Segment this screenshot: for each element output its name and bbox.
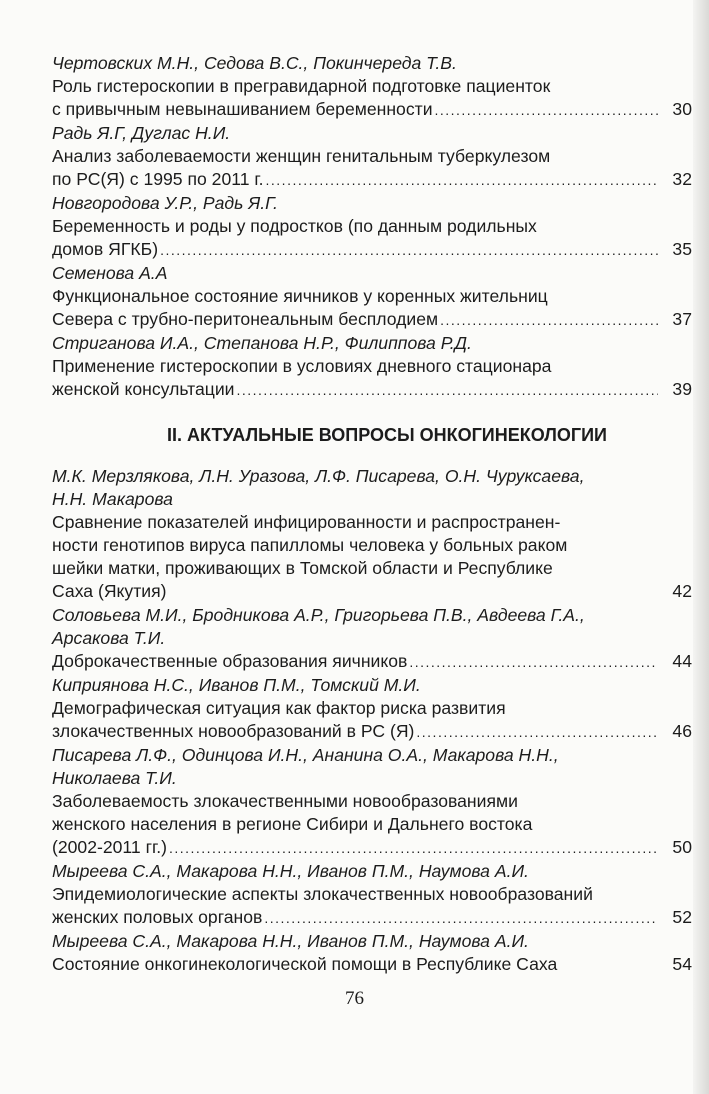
toc-entries-part-2 — [52, 465, 692, 977]
entry-title-last-line — [52, 238, 692, 262]
entry-title-line: Применение гистероскопии в условиях дневного стационара — [52, 356, 552, 376]
toc-entry — [52, 122, 692, 192]
entry-title-line: Функциональное состояние яичников у коренных жительниц — [52, 286, 548, 306]
toc-entry — [52, 52, 692, 122]
entry-title-line: по РС(Я) с 1995 по 2011 г. — [52, 169, 264, 189]
entry-authors: Мыреева С.А., Макарова Н.Н., Иванов П.М., Наумова А.И. — [52, 931, 529, 951]
entry-authors: Соловьева М.И., Бродникова А.Р., Григорьева П.В., Авдеева Г.А., — [52, 605, 585, 625]
entry-title-last-line — [52, 308, 692, 332]
entry-title-line: (2002-2011 гг.) — [52, 837, 168, 857]
entry-title-last-line — [52, 720, 692, 744]
dot-leader — [409, 650, 658, 674]
dot-leader — [160, 238, 658, 262]
dot-leader — [416, 720, 658, 744]
toc-entry — [52, 192, 692, 262]
entry-title-line: женской консультации — [52, 379, 235, 399]
entry-authors: Мыреева С.А., Макарова Н.Н., Иванов П.М., Наумова А.И. — [52, 861, 529, 881]
entry-title-line: женского населения в регионе Сибири и Дальнего востока — [52, 814, 533, 834]
toc-entry — [52, 744, 692, 860]
entry-authors: М.К. Мерзлякова, Л.Н. Уразова, Л.Ф. Писарева, О.Н. Чуруксаева, — [52, 466, 585, 486]
entry-title-line: с привычным невынашиванием беременности — [52, 99, 433, 119]
dot-leader — [169, 836, 658, 860]
entry-page-number: 30 — [672, 99, 692, 119]
entry-title-last-line — [52, 98, 692, 122]
entry-title-line: Саха (Якутия) — [52, 581, 167, 601]
entry-authors: Чертовских М.Н., Седова В.С., Покинчереда Т.В. — [52, 53, 457, 73]
entry-page-number: 37 — [672, 309, 692, 329]
entry-page-number: 39 — [672, 379, 692, 399]
entry-authors: Н.Н. Макарова — [52, 489, 173, 509]
entry-title-line: ности генотипов вируса папилломы человека у больных раком — [52, 535, 568, 555]
entry-page-number: 46 — [672, 721, 692, 741]
entry-title-line: шейки матки, проживающих в Томской области и Республике — [52, 558, 553, 578]
dot-leader — [435, 98, 658, 122]
entry-page-number: 50 — [672, 837, 692, 857]
entry-title-line: Беременность и роды у подростков (по данным родильных — [52, 216, 537, 236]
entry-authors: Арсакова Т.И. — [52, 628, 166, 648]
entry-page-number: 52 — [672, 907, 692, 927]
dot-leader — [266, 168, 658, 192]
toc-entry — [52, 674, 692, 744]
entry-title-last-line — [52, 378, 692, 402]
entry-authors: Новгородова У.Р., Радь Я.Г. — [52, 193, 278, 213]
entry-page-number: 44 — [672, 651, 692, 671]
entry-title-line: Доброкачественные образования яичников — [52, 651, 408, 671]
entry-authors: Радь Я.Г, Дуглас Н.И. — [52, 123, 231, 143]
page-edge-shadow — [693, 0, 709, 1094]
entry-title-line: Заболеваемость злокачественными новообразованиями — [52, 791, 518, 811]
entry-page-number: 54 — [672, 954, 692, 974]
entry-title-line: Анализ заболеваемости женщин генитальным туберкулезом — [52, 146, 551, 166]
toc-entry — [52, 262, 692, 332]
entry-title-line: Эпидемиологические аспекты злокачественных новообразований — [52, 884, 593, 904]
entry-title-last-line — [52, 168, 692, 192]
entry-title-line: домов ЯГКБ) — [52, 239, 159, 259]
entry-title-last-line — [52, 953, 692, 977]
toc-entry — [52, 465, 692, 604]
entry-title-line: Севера с трубно-перитонеальным бесплодием — [52, 309, 439, 329]
page-number: 76 — [345, 988, 364, 1009]
entry-title-last-line — [52, 906, 692, 930]
entry-title-line: злокачественных новообразований в РС (Я) — [52, 721, 415, 741]
entry-authors: Писарева Л.Ф., Одинцова И.Н., Ананина О.А., Макарова Н.Н., — [52, 745, 559, 765]
entry-authors: Киприянова Н.С., Иванов П.М., Томский М.И. — [52, 675, 421, 695]
toc-entry — [52, 930, 692, 977]
entry-title-last-line — [52, 580, 692, 604]
entry-authors: Николаева Т.И. — [52, 768, 177, 788]
entry-title-line: Демографическая ситуация как фактор риска развития — [52, 698, 506, 718]
section-title: II. АКТУАЛЬНЫЕ ВОПРОСЫ ОНКОГИНЕКОЛОГИИ — [167, 425, 607, 445]
toc-entry — [52, 332, 692, 402]
entry-authors: Стриганова И.А., Степанова Н.Р., Филиппова Р.Д. — [52, 333, 472, 353]
table-of-contents — [52, 52, 692, 977]
entry-page-number: 42 — [672, 581, 692, 601]
entry-page-number: 32 — [672, 169, 692, 189]
dot-leader — [237, 378, 658, 402]
entry-title-line: Роль гистероскопии в прегравидарной подготовке пациенток — [52, 76, 551, 96]
dot-leader — [264, 906, 658, 930]
entry-title-line: Состояние онкогинекологической помощи в Республике Саха — [52, 954, 558, 974]
entry-title-line: Сравнение показателей инфицированности и распространен- — [52, 512, 561, 532]
entry-authors: Семенова А.А — [52, 263, 168, 283]
toc-entry — [52, 604, 692, 674]
entry-title-last-line — [52, 836, 692, 860]
entry-title-line: женских половых органов — [52, 907, 263, 927]
toc-entries-part-1 — [52, 52, 692, 402]
dot-leader — [440, 308, 658, 332]
entry-page-number: 35 — [672, 239, 692, 259]
toc-entry — [52, 860, 692, 930]
entry-title-last-line — [52, 650, 692, 674]
